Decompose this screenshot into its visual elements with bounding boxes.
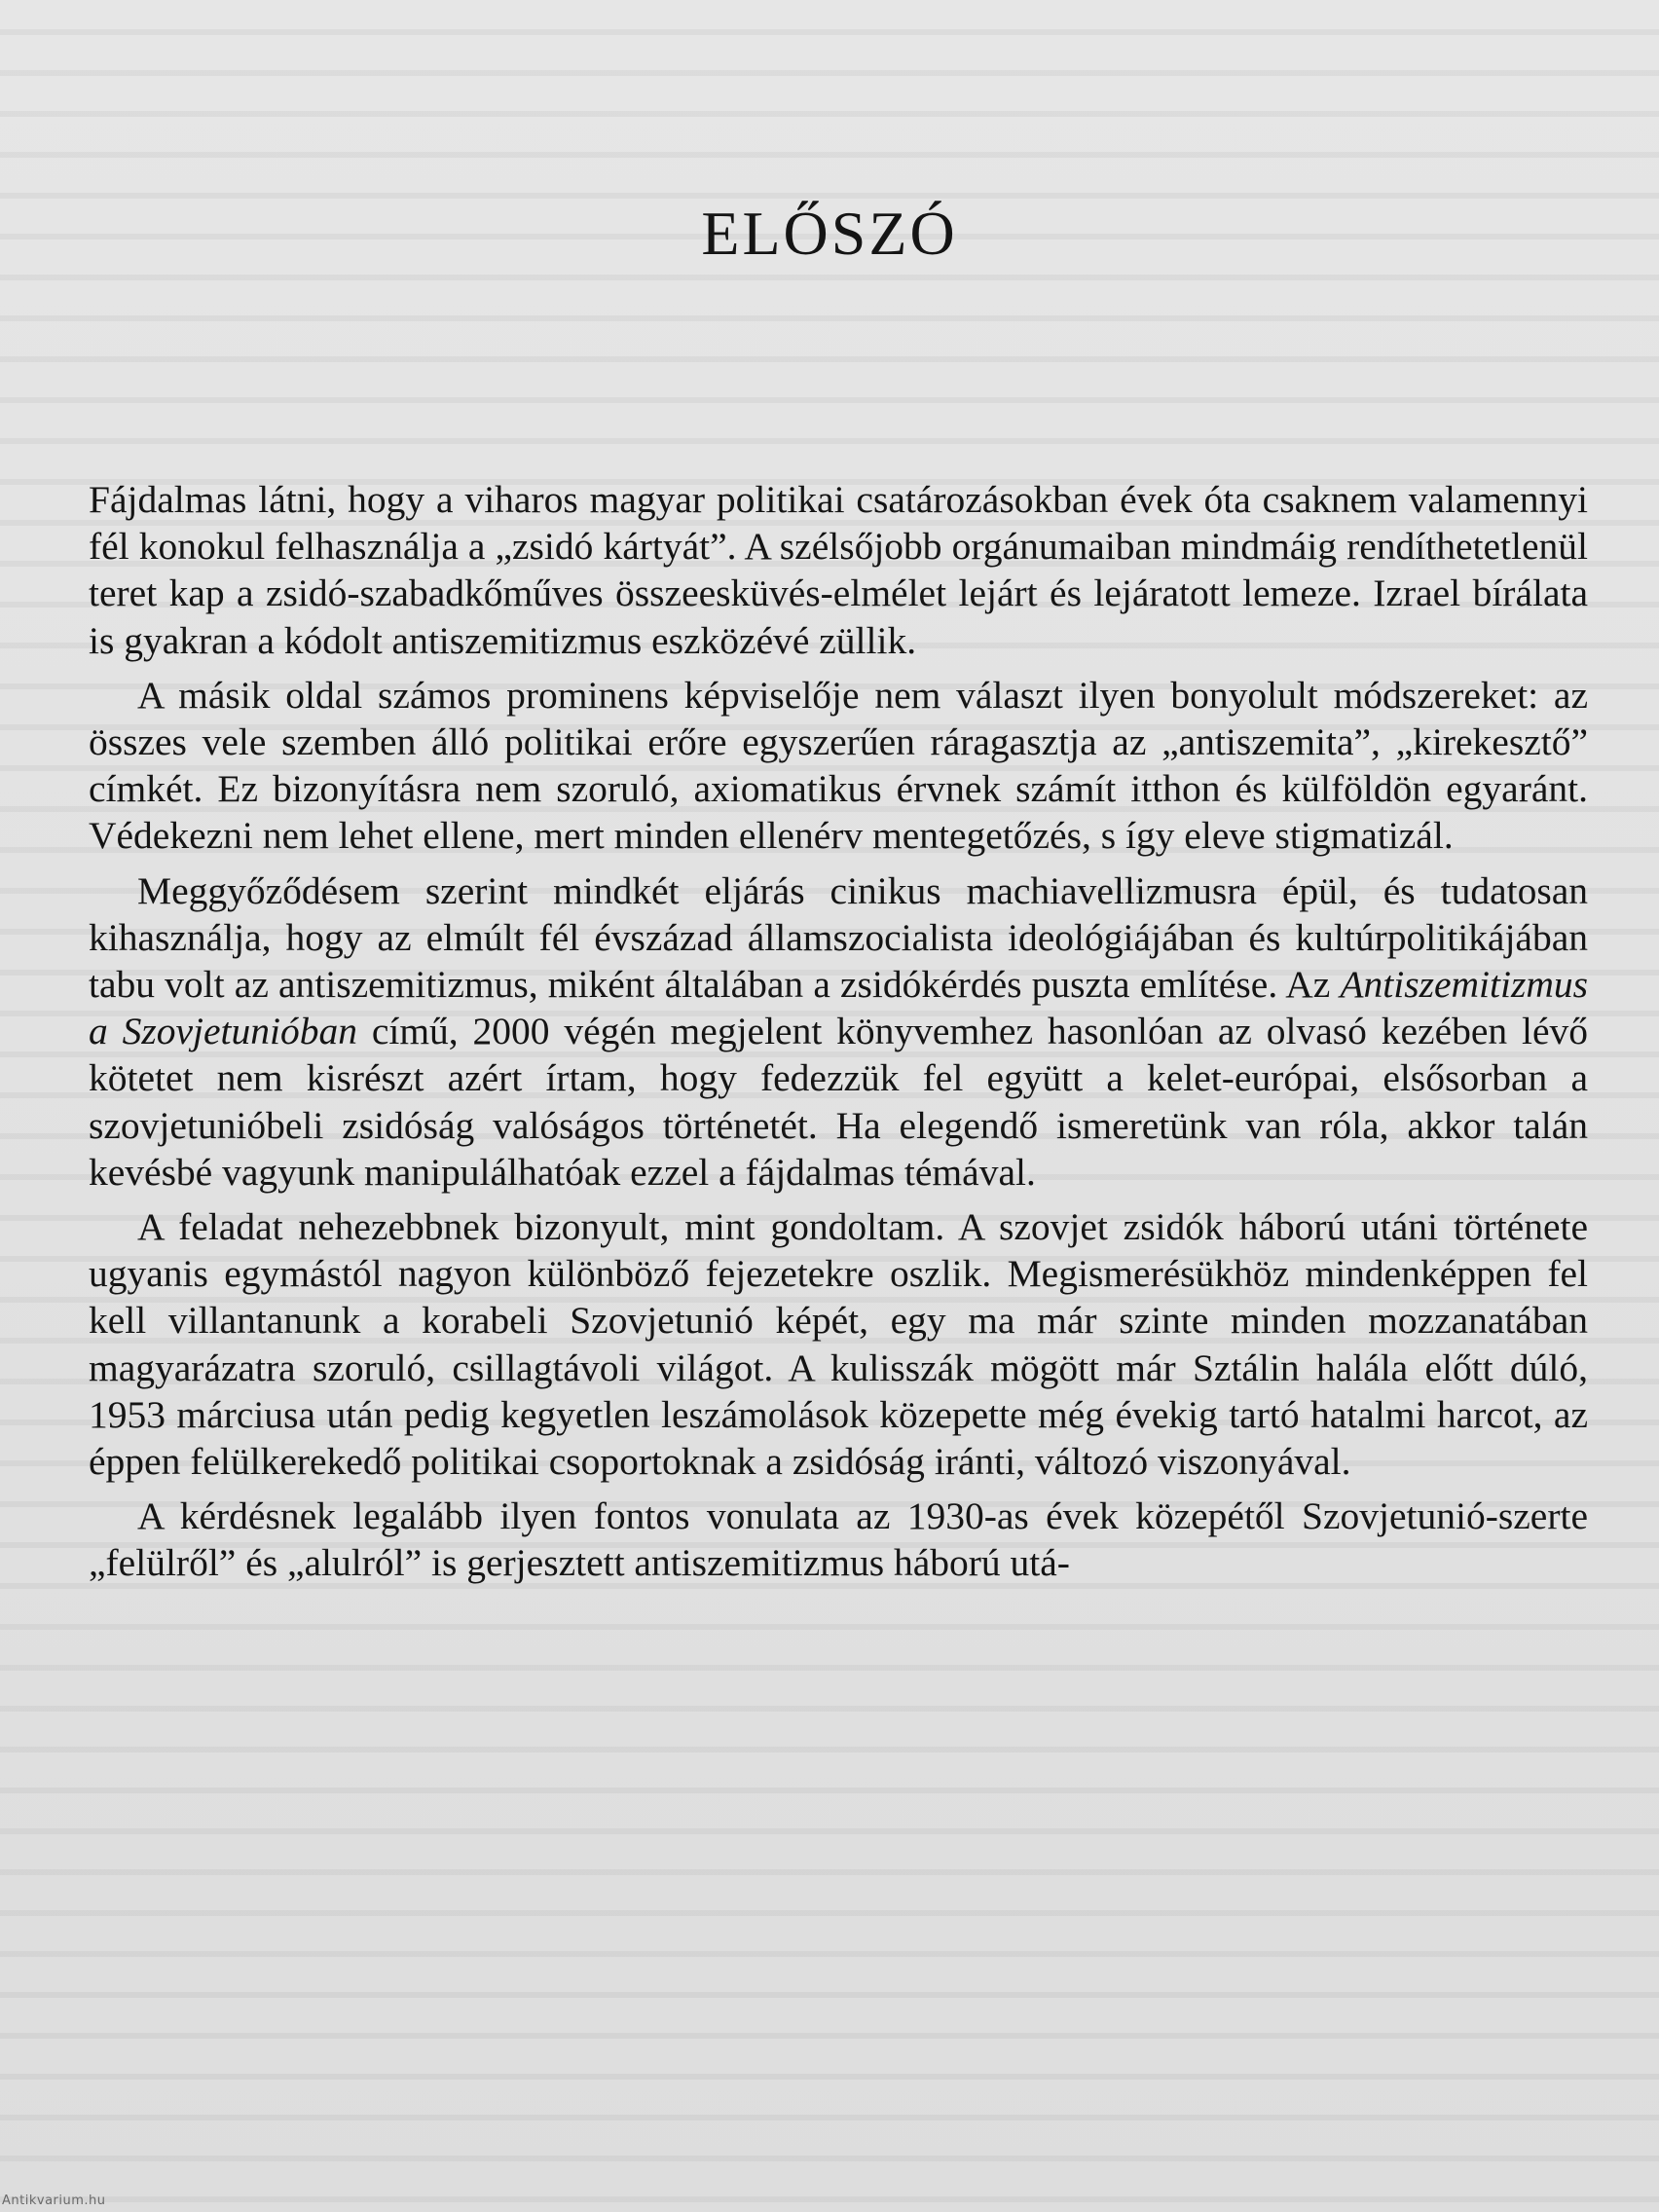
paragraph-2: A másik oldal számos prominens képviselője nem választ ilyen bonyolult módszereket: az összes vele szemben álló politikai erőre egyszerűen ráragasztja az „antiszemita”, „kirekesztő” címkét. Ez bizonyításra nem szoruló, axiomatikus érvnek számít itthon és külföldön egyaránt. Védekezni nem lehet ellene, mert minden ellenérv mentegetőzés, s így eleve stigmatizál. <box>89 673 1588 858</box>
paragraph-4: A feladat nehezebbnek bizonyult, mint gondoltam. A szovjet zsidók háború utáni története ugyanis egymástól nagyon különböző fejezetekre oszlik. Megismerésükhöz mindenképpen fel kell villantanunk a korabeli Szovjetunió képét, egy ma már szinte minden mozzanatában magyarázatra szoruló, csillagtávoli világot. A kulisszák mögött már Sztálin halála előtt dúló, 1953 márciusa után pedig kegyetlen leszámolások közepette még évekig tartó hatalmi harcot, az éppen felülkerekedő politikai csoportoknak a zsidóság iránti, változó viszonyával. <box>89 1205 1588 1484</box>
page-title: ELŐSZÓ <box>701 199 958 268</box>
paragraph-1: Fájdalmas látni, hogy a viharos magyar politikai csatározásokban évek óta csaknem valamennyi fél konokul felhasználja a „zsidó kártyát”. A szélsőjobb orgánumaiban mindmáig rendíthetetlenül teret kap a zsidó-szabadkőműves összeesküvés-elmélet lejárt és lejáratott lemeze. Izrael bírálata is gyakran a kódolt antiszemitizmus eszközévé züllik. <box>89 478 1588 662</box>
paragraph-5: A kérdésnek legalább ilyen fontos vonulata az 1930-as évek közepétől Szovjetunió-szerte „felülről” és „alulról” is gerjesztett antiszemitizmus háború utá- <box>89 1494 1588 1585</box>
paragraph-3: Meggyőződésem szerint mindkét eljárás cinikus machiavellizmusra épül, és tudatosan kihasználja, hogy az elmúlt fél évszázad államszocialista ideológiájában és kultúrpolitikájában tabu volt az antiszemitizmus, miként általában a zsidókérdés puszta említése. Az Antiszemitizmus a Szovjetunióban című, 2000 végén megjelent könyvemhez hasonlóan az olvasó kezében lévő kötetet nem kisrészt azért írtam, hogy fedezzük fel együtt a kelet-európai, elsősorban a szovjetunióbeli zsidóság valóságos történetét. Ha elegendő ismeretünk van róla, akkor talán kevésbé vagyunk manipulálhatóak ezzel a fájdalmas témával. <box>89 868 1588 1194</box>
body-text <box>89 476 1588 1587</box>
book-title-italic: Antiszemitizmus a Szovjetunióban <box>89 963 1588 1053</box>
watermark: Antikvarium.hu <box>2 2194 106 2208</box>
